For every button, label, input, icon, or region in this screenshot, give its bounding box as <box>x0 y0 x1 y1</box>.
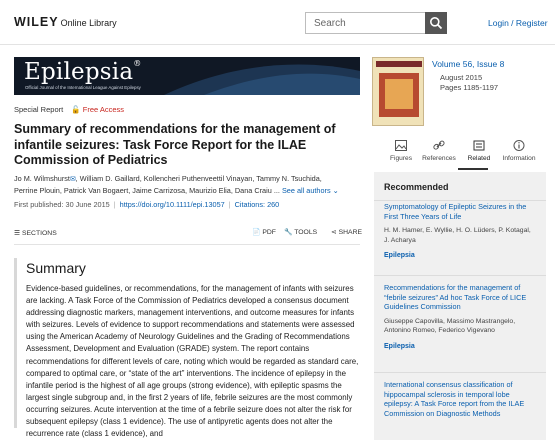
recommended-panel <box>374 172 546 440</box>
logo-sub: Online Library <box>60 18 117 28</box>
login-register-link[interactable]: Login / Register <box>488 18 548 28</box>
menu-icon: ☰ <box>14 230 21 237</box>
cover-title-strip <box>376 61 422 67</box>
cover-artwork-inner <box>385 79 413 109</box>
recommended-item[interactable] <box>384 283 536 350</box>
chevron-down-icon: ⌄ <box>332 186 339 195</box>
tools-button[interactable]: 🔧 TOOLS <box>284 229 318 236</box>
logo-main: WILEY <box>14 15 59 29</box>
see-all-authors-link[interactable]: See all authors ⌄ <box>281 186 339 195</box>
link-icon <box>433 140 445 151</box>
recommended-divider <box>374 372 546 373</box>
author-names-line2[interactable]: Perrine Plouin, Patrick Van Bogaert, Jaime Carrizosa, Maurizio Elia, Dana Craiu ... <box>14 186 280 195</box>
pdf-button[interactable]: 📄 PDF <box>252 229 276 236</box>
sections-button[interactable]: ☰ SECTIONS <box>14 230 57 237</box>
wrench-icon: 🔧 <box>284 229 293 236</box>
header-divider <box>0 44 555 45</box>
journal-cover-image[interactable] <box>372 57 424 126</box>
author-names-rest[interactable]: , William D. Gaillard, Kollencheri Puthenveettil Vinayan, Tammy N. Tsuchida, <box>75 174 322 183</box>
recommended-divider <box>374 275 546 276</box>
recommended-title[interactable]: International consensus classification of hippocampal sclerosis in temporal lobe epilepsy: A Task Force report from the ILAE Commission on Diagnostic Methods <box>384 380 525 418</box>
summary-side-rule <box>14 258 17 428</box>
wiley-logo[interactable] <box>14 15 117 29</box>
tab-information[interactable]: Information <box>498 140 540 162</box>
article-type: Special Report <box>14 105 64 114</box>
recommended-divider <box>374 200 546 201</box>
image-icon <box>395 140 407 151</box>
recommended-heading: Recommended <box>384 182 449 192</box>
recommended-journal[interactable]: Epilepsia <box>384 342 415 350</box>
free-access-lock-icon: 🔓 <box>71 105 81 114</box>
issue-month: August 2015 <box>440 73 483 82</box>
summary-text: Evidence-based guidelines, or recommendations, for the management of infants with seizures are lacking. A Task Force of the Commission of Pediatrics developed a consensus document addressing diagnostic markers, management interventions, and outcome measures for infants with seizures. Levels of evidence to support recommendations and statements were assessed using the American Academy of Neurology Guidelines and the Grading of Recommendations Assessment, Development and Evaluation (GRADE) system. The report contains recommendations for different levels of care, noting which would be regarded as standard care, compared to optimal care, or “state of the art” interventions. The incidence of epilepsy in the infantile period is the highest of all age groups (strong evidence), with epileptic spasms the largest single subgroup and, in the first 2 years of life, febrile seizures are the most commonly occurring seizures. Acute intervention at the time of a febrile seizure does not alter the risk for subsequent epilepsy (class 1 evidence). The use of antipyretic agents does not alter the recurrence rate (class 1 evidence), and <box>26 284 359 439</box>
toolbar-divider <box>14 244 360 245</box>
issue-pages: Pages 1185-1197 <box>440 83 499 92</box>
doi-link[interactable]: https://doi.org/10.1111/epi.13057 <box>119 200 225 209</box>
search-icon <box>429 16 443 30</box>
journal-banner[interactable] <box>14 57 360 95</box>
citations-link[interactable]: Citations: 260 <box>234 200 280 209</box>
journal-subtitle: Official Journal of the International League Against Epilepsy <box>25 85 141 90</box>
author-list <box>14 173 364 196</box>
article-toolbar <box>14 228 363 242</box>
info-icon <box>513 140 525 151</box>
pdf-icon: 📄 <box>252 229 261 236</box>
recommended-item[interactable] <box>384 202 536 259</box>
corresponding-mail-icon[interactable]: ✉ <box>69 176 76 183</box>
sidebar-tabs <box>374 140 544 170</box>
site-header <box>0 0 555 44</box>
journal-name: Epilepsia® <box>24 59 142 85</box>
related-icon <box>473 140 485 151</box>
search-button[interactable] <box>425 12 447 34</box>
author-name[interactable]: Jo M. Wilmshurst <box>14 174 70 183</box>
share-icon: ⋖ <box>331 229 337 236</box>
tab-references[interactable]: References <box>418 140 460 162</box>
recommended-title[interactable]: Recommendations for the management of “febrile seizures” Ad hoc Task Force of LICE Guidelines Commission <box>384 283 527 312</box>
article-title: Summary of recommendations for the management of infantile seizures: Task Force Report for the ILAE Commission of Pediatrics <box>14 122 336 167</box>
article-type-row <box>14 105 124 114</box>
tab-related[interactable]: Related <box>458 140 500 162</box>
tab-figures[interactable]: Figures <box>380 140 422 162</box>
recommended-journal[interactable]: Epilepsia <box>384 252 415 260</box>
summary-heading: Summary <box>26 260 86 276</box>
recommended-title[interactable]: Symptomatology of Epileptic Seizures in the First Three Years of Life <box>384 202 527 221</box>
recommended-authors: Giuseppe Capovilla, Massimo Mastrangelo, Antonino Romeo, Federico Vigevano <box>384 317 516 335</box>
share-button[interactable]: ⋖ SHARE <box>331 229 363 236</box>
active-tab-indicator <box>458 168 488 170</box>
issue-volume-link[interactable]: Volume 56, Issue 8 <box>432 59 505 69</box>
first-published: First published: 30 June 2015 <box>14 200 110 209</box>
publication-info: First published: 30 June 2015 | https://doi.org/10.1111/epi.13057 | Citations: 260 <box>14 200 280 209</box>
recommended-authors: H. M. Hamer, E. Wyllie, H. O. Lüders, P. Kotagal, J. Acharya <box>384 227 531 244</box>
free-access-label: Free Access <box>82 105 124 114</box>
recommended-item[interactable] <box>384 380 536 418</box>
search-input[interactable]: Search <box>305 12 447 34</box>
